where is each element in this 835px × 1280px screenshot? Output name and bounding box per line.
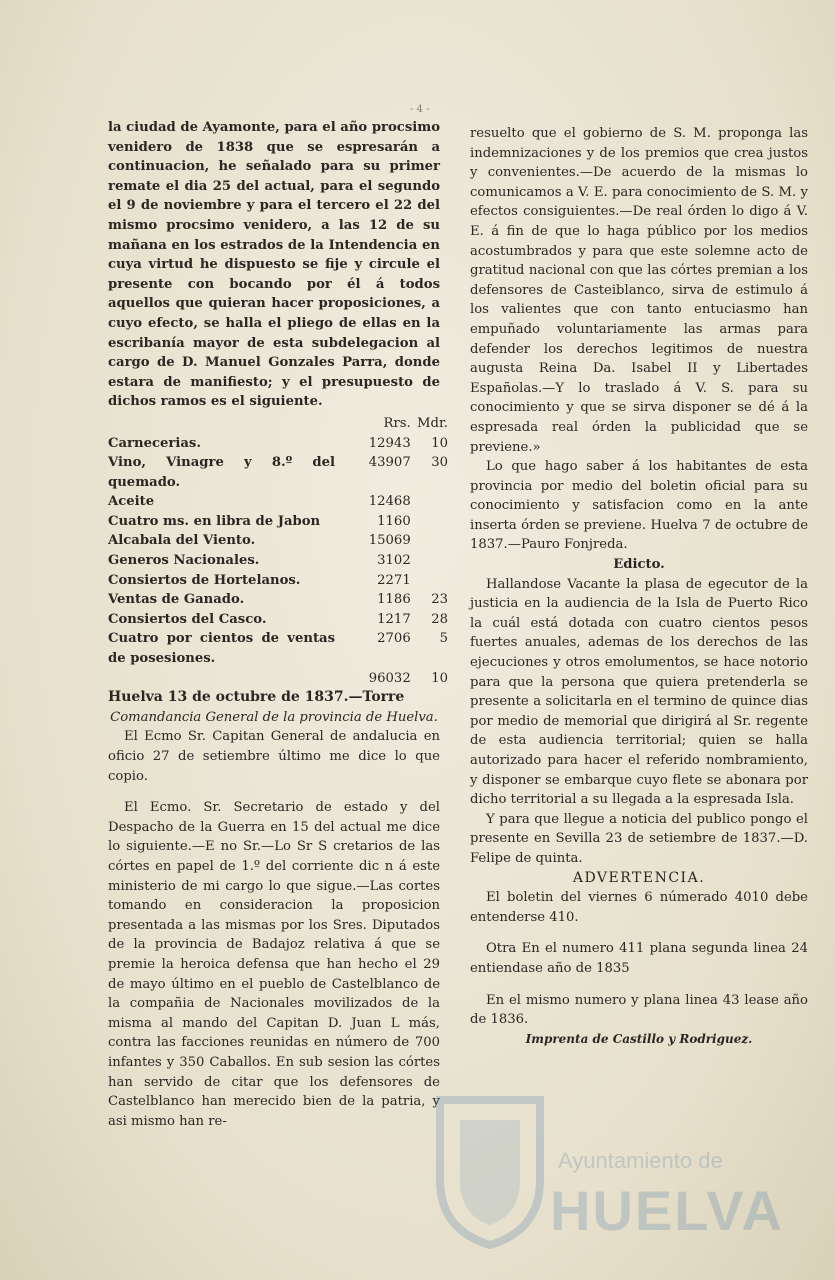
ledger-md: 10 [431, 435, 448, 451]
ledger-name: Vino, Vinagre y 8.º del quemado. [108, 455, 335, 490]
watermark-line-1: Ayuntamiento de [558, 1148, 723, 1173]
edicto-heading: Edicto. [613, 557, 665, 573]
ledger-md [417, 531, 448, 551]
ledger-rs: 2706 [377, 631, 411, 647]
ledger-name: Alcabala del Viento. [108, 533, 256, 549]
ledger-row [108, 629, 448, 668]
ledger-name: Aceite [108, 494, 155, 510]
ledger-rs: 96032 [368, 670, 411, 686]
advertencia-item-3: En el mismo numero y plana linea 43 lease año de 1836. [470, 992, 808, 1028]
letter-continuation: resuelto que el gobierno de S. M. proponga las indemnizaciones y de los premios que crea justos y convenientes.—De acuerdo de la mismas lo comunicamos a V. E. para conocimiento de S. M. y efectos consiguientes.—De real órden lo digo á V. E. á fin de que lo haga público por los medios acostumbrados y para que este solemne acto de gratitud nacional con que las córtes premian a los defensores de Casteiblanco, sirva de estimulo á los valientes que con tanto entuciasmo han empuñado voluntariamente las armas para defender los derechos legitimos de nuestra augusta Reina Da. Isabel II y Libertades Españolas.—Y lo traslado á V. S. para su conocimiento y que se sirva disponer se dé á la espresada real órden la publicidad que se previene.» [470, 126, 808, 455]
ledger-md: 28 [431, 611, 448, 627]
ledger-name: Cuatro por cientos de ventas de posesiones. [108, 631, 335, 667]
seal-icon [430, 1080, 550, 1250]
ledger-row [108, 610, 448, 630]
ledger-md: 30 [431, 455, 448, 471]
ledger-rs: 2271 [377, 572, 411, 588]
ledger-row [108, 531, 448, 551]
ledger-row [108, 453, 448, 492]
ledger-name: Consiertos del Casco. [108, 611, 267, 627]
edicto-paragraph-2: Y para que llegue a noticia del publico pongo el presente en Sevilla 23 de setiembre de 1837.—D. Felipe de quinta. [470, 811, 808, 866]
left-column [108, 118, 448, 1131]
ledger-name: Carnecerias. [108, 435, 201, 451]
advertencia-heading: ADVERTENCIA. [572, 869, 706, 886]
ledger-row [108, 669, 448, 689]
notice-paragraph: Lo que hago saber á los habitantes de esta provincia por medio del boletin oficial para su conocimiento y satisfacion como en la ante inserta órden se previene. Huelva 7 de octubre de 1837.—Pauro Fonjreda. [470, 459, 808, 553]
ledger-name: Consiertos de Hortelanos. [108, 572, 301, 588]
ledger-name [108, 669, 335, 689]
intro-paragraph: la ciudad de Ayamonte, para el año procsimo venidero de 1838 que se espresarán a continuacion, he señalado para su primer remate el dia 25 del actual, para el segundo el 9 de noviembre y para el tercero el 22 del mismo procsimo venidero, a las 12 de su mañana en los estrados de la Intendencia en cuya virtud he dispuesto se fije y circule el presente con bocando por él á todos aquellos que quieran hacer proposiciones, a cuyo efecto, se halla el pliego de ellas en la escribanía mayor de esta subdelegacion al cargo de D. Manuel Gonzales Parra, donde estara de manifiesto; y el presupuesto de dichos ramos es el siguiente. [108, 120, 440, 410]
ledger-row [108, 590, 448, 610]
advertencia-item-1: El boletin del viernes 6 númerado 4010 debe entenderse 410. [470, 890, 808, 925]
imprint-line: Imprenta de Castillo y Rodriguez. [525, 1031, 753, 1046]
ledger-name: Ventas de Ganado. [108, 592, 245, 608]
ledger-md [417, 551, 448, 571]
ledger-md [417, 571, 448, 591]
archive-watermark [430, 1080, 784, 1270]
advertencia-item-2: Otra En el numero 411 plana segunda linea 24 entiendase año de 1835 [470, 941, 808, 976]
edicto-paragraph-1: Hallandose Vacante la plasa de egecutor de la justicia en la audiencia de la Isla de Puerto Rico la cuál está dotada con cuatro cientos pesos fuertes anuales, ademas de los derechos de las ejecuciones y otros emolumentos, se hace notorio para que la persona que quiera pretenderla se presente a solicitarla en el termino de quince dias por medio de memorial que dirigirá al Sr. regente de esta audiencia territorial; quien se halla autorizado para hacer el referido nombramiento, y disponer se embarque cuyo flete se abonara por dicho territorial a su llegada a la espresada Isla. [470, 576, 808, 808]
ledger-rs: 12943 [368, 435, 411, 451]
ledger-rs: 1186 [377, 592, 411, 608]
ledger-row [108, 551, 448, 571]
budget-ledger [108, 414, 448, 688]
letter-paragraph-2: El Ecmo. Sr. Secretario de estado y del Despacho de la Guerra en 15 del actual me dice lo siguiente.—E no Sr.—Lo Sr S cretarios de las córtes en papel de 1.º del corriente dic n á este ministerio de mi cargo lo que sigue.—Las cortes tomando en consideracion la proposicion presentada a las mismas por los Sres. Diputados de la provincia de Badajoz relativa á que se premie la heroica defensa que han hecho el 29 de mayo último en el pueblo de Castelblanco de la compañia de Nacionales movilizados de la misma al mando del Capitan D. Juan L más, contra las facciones reunidas en número de 700 infantes y 350 Caballos. En sub sesion las córtes han servido de citar que los defensores de Castelblanco han merecido bien de la patria, y asi mismo han re- [108, 800, 440, 1129]
ledger-md: 10 [431, 670, 448, 686]
ledger-name: Generos Nacionales. [108, 553, 260, 569]
ledger-md: 5 [439, 631, 448, 647]
ledger-rs: 12468 [368, 494, 411, 510]
right-column [470, 124, 808, 1049]
ledger-rs: 1160 [377, 513, 411, 529]
ledger-md: 23 [431, 592, 448, 608]
ledger-row [108, 571, 448, 591]
ledger-signoff: Huelva 13 de octubre de 1837.—Torre [108, 689, 405, 706]
ledger-header-rs: Rrs. [383, 415, 411, 431]
ledger-rs: 43907 [368, 455, 411, 471]
ledger-row [108, 512, 448, 532]
ledger-header-row [108, 414, 448, 434]
ledger-rs: 3102 [377, 553, 411, 569]
page-mark: - 4 - [410, 104, 430, 115]
ledger-md [417, 512, 448, 532]
letter-paragraph-1: El Ecmo Sr. Capitan General de andalucia en oficio 27 de setiembre último me dice lo que copio. [108, 729, 440, 784]
section-heading: Comandancia General de la provincia de Huelva. [110, 709, 438, 725]
ledger-row [108, 492, 448, 512]
ledger-name: Cuatro ms. en libra de Jabon [108, 513, 321, 529]
ledger-rs: 15069 [368, 533, 411, 549]
ledger-md [417, 492, 448, 512]
watermark-line-2: HUELVA [550, 1179, 784, 1242]
ledger-row [108, 434, 448, 454]
ledger-rs: 1217 [377, 611, 411, 627]
ledger-header-md: Mdr. [417, 415, 448, 431]
